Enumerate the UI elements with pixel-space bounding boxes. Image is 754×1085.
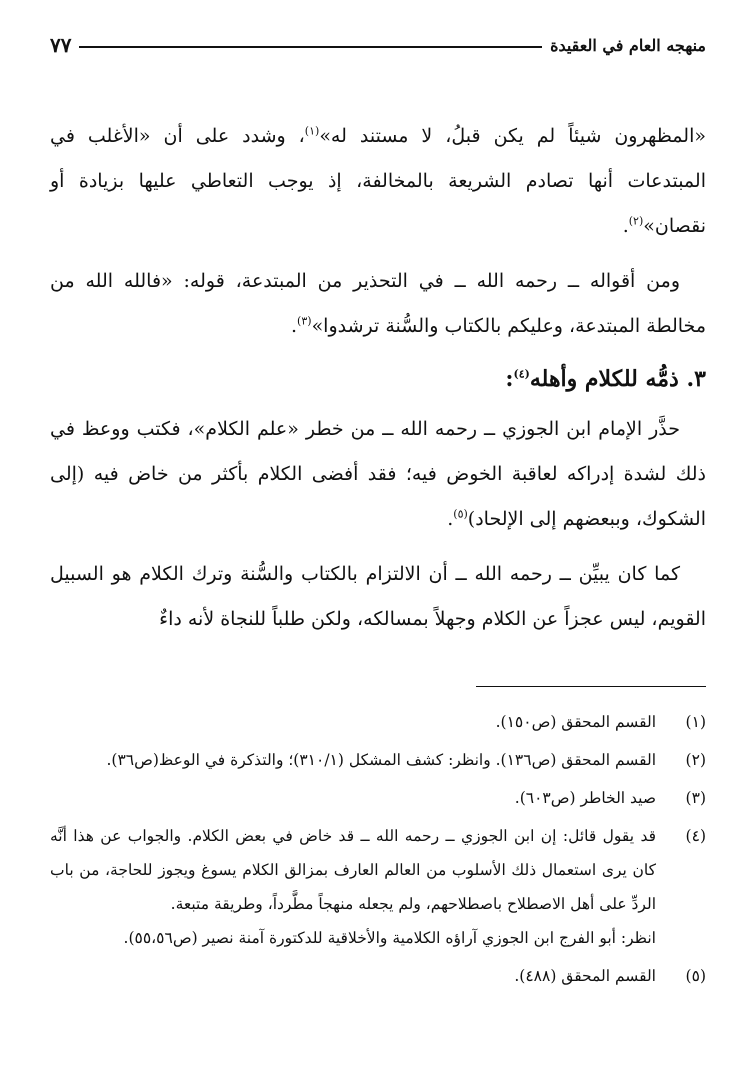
footnote-5	[50, 959, 706, 993]
footnote-1	[50, 705, 706, 739]
footnote-ref-3: (٣)	[297, 314, 312, 328]
footnote-line: القسم المحقق (٤٨٨).	[514, 967, 656, 985]
main-text	[50, 114, 706, 642]
footnote-number: (١)	[685, 713, 706, 731]
running-title: منهجه العام في العقيدة	[550, 35, 706, 55]
footnote-line: انظر: أبو الفرج ابن الجوزي آراؤه الكلامية والأخلاقية للدكتورة آمنة نصير (ص٥٥،٥٦).	[123, 929, 656, 947]
footnote-text	[50, 743, 656, 777]
paragraph-2-text-b: .	[291, 315, 298, 337]
paragraph-4: كما كان يبيِّن ــ رحمه الله ــ أن الالتزام بالكتاب والسُّنة وترك الكلام هو السبيل القويم، ليس عجزاً عن الكلام وجهلاً بمسالكه، ولكن طلباً للنجاة لأنه داءٌ	[50, 563, 706, 630]
footnote-ref-5: (٥)	[453, 507, 468, 521]
paragraph-2	[50, 259, 706, 349]
paragraph-1	[50, 114, 706, 249]
footnote-text	[50, 959, 656, 993]
document-page	[50, 28, 706, 1078]
footnote-ref-4: (٤)	[513, 367, 530, 381]
footnotes	[50, 705, 706, 993]
footnote-number: (٥)	[685, 967, 706, 985]
footnote-separator	[476, 686, 706, 687]
footnote-number: (٤)	[685, 827, 706, 845]
section-heading-colon: :	[505, 366, 514, 392]
paragraph-1-text-a: «المظهرون شيئاً لم يكن قبلُ، لا مستند له»	[319, 125, 706, 147]
footnote-number: (٣)	[685, 789, 706, 807]
footnote-3	[50, 781, 706, 815]
paragraph-3-text-a: حذَّر الإمام ابن الجوزي ــ رحمه الله ــ من خطر «علم الكلام»، فكتب ووعظ في ذلك لشدة إدراكه لعاقبة الخوض فيه؛ فقد أفضى الكلام بأكثر من خاض فيه (إلى الشكوك، وببعضهم إلى الإلحاد)	[50, 418, 706, 530]
footnote-4	[50, 819, 706, 955]
footnote-line: القسم المحقق (ص١٥٠).	[495, 713, 656, 731]
page-header	[50, 28, 706, 62]
footnote-ref-2: (٢)	[628, 214, 644, 228]
paragraph-2-text-a: ومن أقواله ــ رحمه الله ــ في التحذير من المبتدعة، قوله: «فالله الله من مخالطة المبتدعة، وعليكم بالكتاب والسُّنة ترشدوا»	[50, 270, 706, 337]
paragraph-1-text-c: .	[622, 215, 629, 237]
page-number: ٧٧	[50, 33, 72, 57]
footnote-ref-1: (١)	[304, 124, 320, 138]
footnote-text	[50, 819, 656, 955]
header-rule	[79, 46, 542, 48]
footnote-number: (٢)	[685, 751, 706, 769]
section-heading	[50, 359, 706, 399]
paragraph-1-text-b: ، وشدد على أن «الأغلب في المبتدعات أنها تصادم الشريعة بالمخالفة، إذ يوجب التعاطي عليها بزيادة أو نقصان»	[50, 125, 706, 237]
footnote-text	[50, 705, 656, 739]
footnote-2	[50, 743, 706, 777]
footnote-line: القسم المحقق (ص١٣٦). وانظر: كشف المشكل (٣١٠/١)؛ والتذكرة في الوعظ(ص٣٦).	[106, 751, 656, 769]
footnote-line: صيد الخاطر (ص٦٠٣).	[514, 789, 656, 807]
paragraph-3-text-b: .	[447, 508, 454, 530]
footnote-text	[50, 781, 656, 815]
paragraph-3	[50, 407, 706, 542]
section-heading-text: ٣. ذمُّه للكلام وأهله	[529, 366, 706, 392]
footnote-line: قد يقول قائل: إن ابن الجوزي ــ رحمه الله ــ قد خاض في بعض الكلام. والجواب عن هذا أنَّه كان يرى استعمال ذلك الأسلوب من العالم العارف بمزالق الكلام يسوغ ويجوز للحاجة، من باب الردِّ على أهل الاصطلاح باصطلاحهم، ولم يجعله منهجاً مطَّرداً، وطريقة متبعة.	[50, 827, 656, 913]
